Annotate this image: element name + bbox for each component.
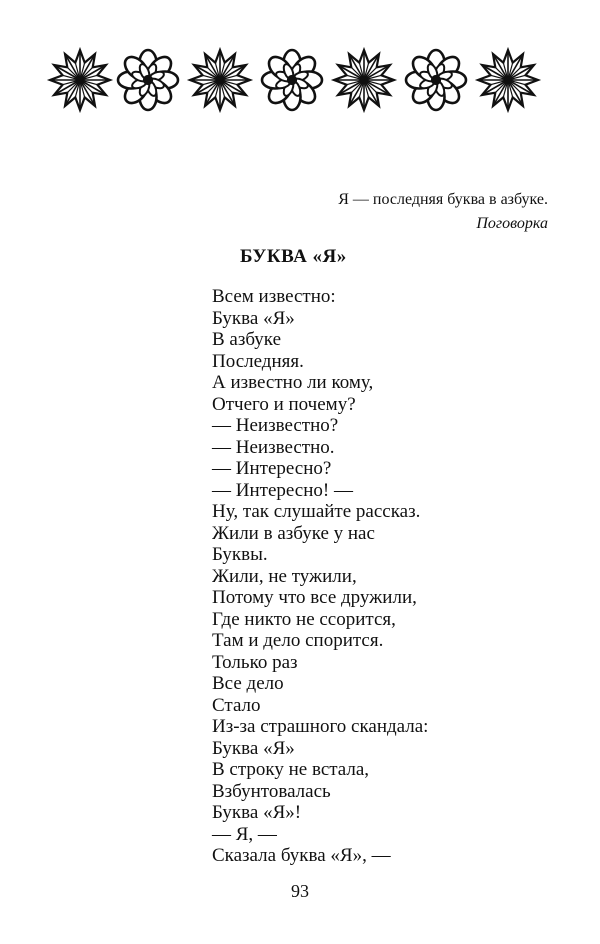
- poem-line: Жили в азбуке у нас: [212, 522, 375, 544]
- poem-line: Стало: [212, 694, 261, 716]
- poem-line: Буква «Я»: [212, 307, 295, 329]
- poem-line: Там и дело спорится.: [212, 630, 384, 651]
- epigraph-source: Поговорка: [476, 215, 548, 232]
- poem-line: Буква «Я»: [212, 737, 295, 759]
- poem-line: Из-за страшного скандала:: [212, 716, 429, 737]
- poem-line: Взбунтовалась: [212, 780, 331, 802]
- poem-line: Последняя.: [212, 350, 304, 372]
- page-number: 93: [291, 881, 309, 901]
- poem-line: Жили, не тужили,: [212, 565, 357, 587]
- poem-body: [212, 286, 428, 867]
- flower-ornament-icon: [406, 50, 466, 110]
- star-ornament-icon: [190, 50, 250, 110]
- poem-line: — Неизвестно.: [212, 436, 335, 458]
- flower-ornament-icon: [262, 50, 322, 110]
- poem-line: — Интересно?: [212, 458, 332, 479]
- poem-line: — Интересно! —: [212, 479, 353, 501]
- star-ornament-icon: [478, 50, 538, 110]
- poem-line: В азбуке: [212, 329, 281, 350]
- poem-line: — Неизвестно?: [212, 415, 339, 436]
- epigraph-text: Я — последняя буква в азбуке.: [338, 191, 548, 208]
- flower-ornament-icon: [118, 50, 178, 110]
- poem-line: В строку не встала,: [212, 759, 370, 780]
- ornament-border: [0, 0, 600, 140]
- poem-line: Буква «Я»!: [212, 802, 302, 823]
- star-ornament-icon: [50, 50, 110, 110]
- poem-line: Потому что все дружили,: [212, 587, 417, 608]
- poem-line: — Я, —: [212, 823, 277, 845]
- poem-line: Где никто не ссорится,: [212, 608, 396, 630]
- star-ornament-icon: [334, 50, 394, 110]
- poem-line: Ну, так слушайте рассказ.: [212, 501, 421, 522]
- poem-line: Всем известно:: [212, 286, 336, 307]
- poem-line: Буквы.: [212, 544, 268, 565]
- poem-line: Только раз: [212, 651, 298, 673]
- poem-line: Все дело: [212, 673, 284, 694]
- poem-line: А известно ли кому,: [212, 372, 374, 393]
- poem-line: Отчего и почему?: [212, 393, 356, 415]
- poem-title: БУКВА «Я»: [240, 246, 347, 267]
- poem-line: Сказала буква «Я», —: [212, 845, 391, 866]
